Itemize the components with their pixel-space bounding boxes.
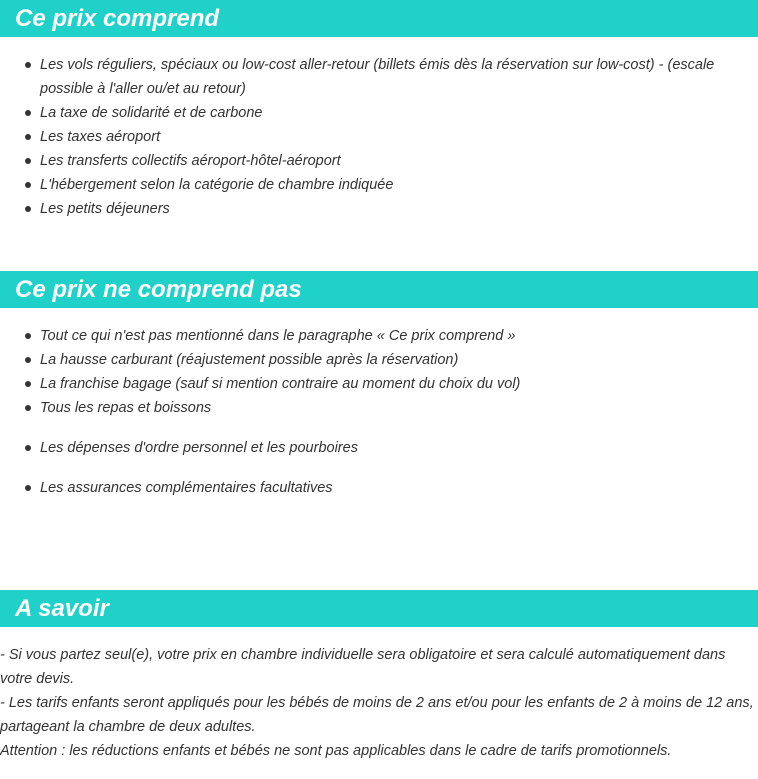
list-item bbox=[0, 324, 758, 348]
section-title-excluded: Ce prix ne comprend pas bbox=[0, 271, 758, 308]
list-item bbox=[0, 436, 758, 460]
list-item bbox=[0, 396, 758, 420]
list-item-text: Les dépenses d'ordre personnel et les pourboires bbox=[40, 440, 358, 456]
bullet-icon bbox=[25, 445, 31, 451]
bullet-icon bbox=[25, 485, 31, 491]
bullet-icon bbox=[25, 357, 31, 363]
bullet-icon bbox=[25, 134, 31, 140]
list-item-text: La hausse carburant (réajustement possible après la réservation) bbox=[40, 352, 459, 368]
bullet-icon bbox=[25, 110, 31, 116]
bullet-icon bbox=[25, 381, 31, 387]
list-item-text: Les taxes aéroport bbox=[40, 129, 161, 145]
info-line-single-room: - Si vous partez seul(e), votre prix en chambre individuelle sera obligatoire et sera calculé automatiquement dans votre devis. bbox=[0, 647, 726, 687]
section-title-included: Ce prix comprend bbox=[0, 0, 758, 37]
info-line-attention: Attention : les réductions enfants et bébés ne sont pas applicables dans le cadre de tarifs promotionnels. bbox=[0, 743, 672, 759]
bullet-icon bbox=[25, 206, 31, 212]
list-item bbox=[0, 372, 758, 396]
bullet-icon bbox=[25, 333, 31, 339]
list-item-text: Les assurances complémentaires facultatives bbox=[40, 480, 333, 496]
list-item bbox=[0, 101, 758, 125]
info-text-block bbox=[0, 643, 758, 763]
included-list bbox=[0, 53, 758, 221]
list-item bbox=[0, 149, 758, 173]
list-item bbox=[0, 348, 758, 372]
bullet-icon bbox=[25, 62, 31, 68]
list-item-text: Les vols réguliers, spéciaux ou low-cost aller-retour (billets émis dès la réservation sur low-cost) - (escale possible à l'aller ou/et au retour) bbox=[40, 57, 715, 97]
excluded-list bbox=[0, 324, 758, 500]
list-item-text: L'hébergement selon la catégorie de chambre indiquée bbox=[40, 177, 394, 193]
section-title-info: A savoir bbox=[0, 590, 758, 627]
list-item bbox=[0, 125, 758, 149]
bullet-icon bbox=[25, 405, 31, 411]
list-item-text: La taxe de solidarité et de carbone bbox=[40, 105, 263, 121]
list-item-text: Les petits déjeuners bbox=[40, 201, 170, 217]
list-item bbox=[0, 173, 758, 197]
info-line-child-rates: - Les tarifs enfants seront appliqués pour les bébés de moins de 2 ans et/ou pour les enfants de 2 à moins de 12 ans, partageant la chambre de deux adultes. bbox=[0, 695, 754, 735]
bullet-icon bbox=[25, 158, 31, 164]
bullet-icon bbox=[25, 182, 31, 188]
list-item-text: La franchise bagage (sauf si mention contraire au moment du choix du vol) bbox=[40, 376, 521, 392]
list-item-text: Les transferts collectifs aéroport-hôtel-aéroport bbox=[40, 153, 341, 169]
list-item bbox=[0, 476, 758, 500]
list-item bbox=[0, 197, 758, 221]
list-item-text: Tous les repas et boissons bbox=[40, 400, 212, 416]
list-item-text: Tout ce qui n'est pas mentionné dans le paragraphe « Ce prix comprend » bbox=[40, 328, 516, 344]
list-item bbox=[0, 53, 758, 101]
